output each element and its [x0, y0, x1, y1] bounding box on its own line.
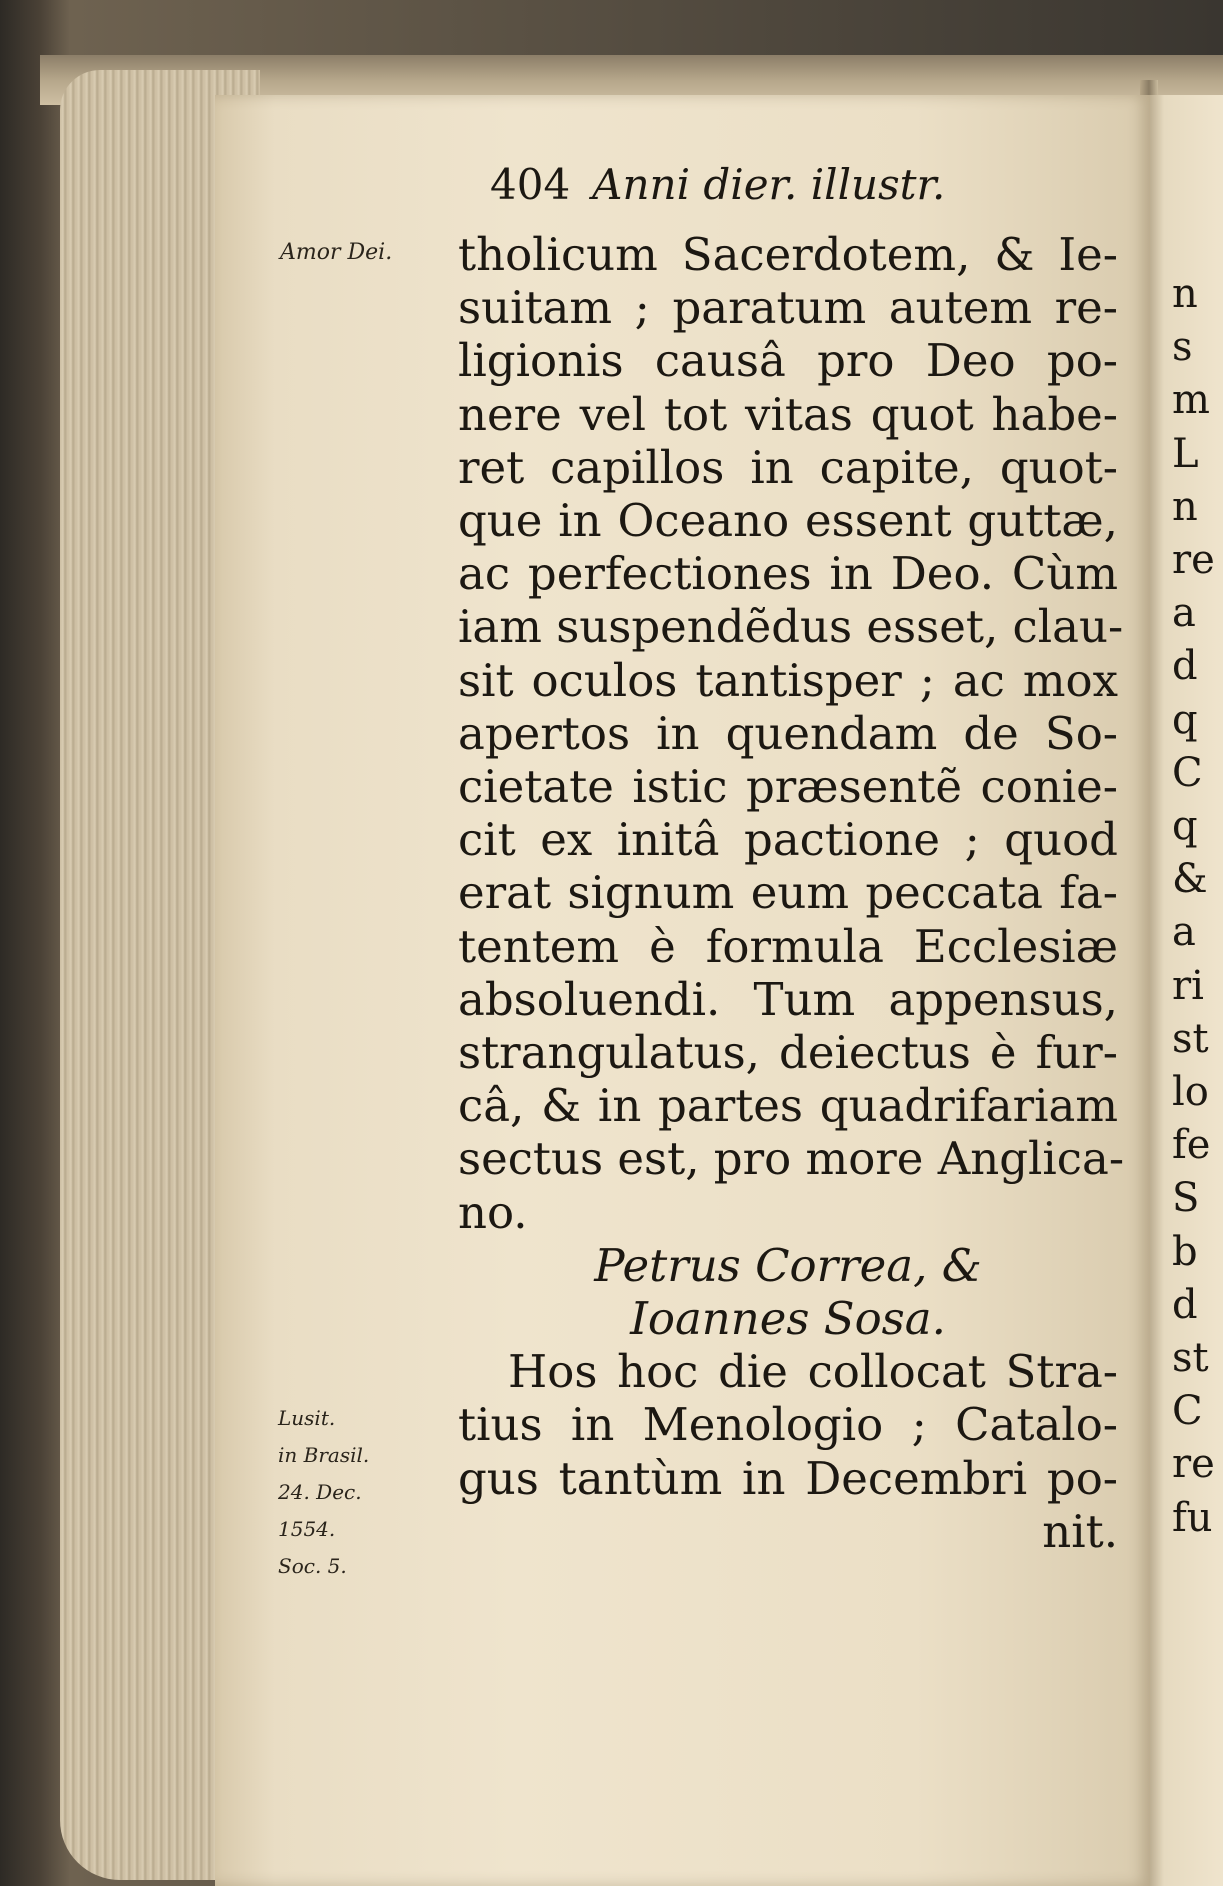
text-line: nere vel tot vitas quot habe- — [458, 387, 1118, 441]
margin-note-line: Soc. 5. — [278, 1554, 347, 1578]
fragment: & — [1172, 856, 1208, 903]
text-line: câ, & in partes quadrifariam — [458, 1079, 1118, 1133]
text-line: cietate istic præsentẽ conie- — [458, 760, 1118, 814]
margin-note-line: 1554. — [278, 1517, 336, 1541]
text-line: tentem è formula Ecclesiæ — [458, 919, 1118, 973]
fragment: L — [1172, 430, 1199, 477]
fragment: re — [1172, 537, 1215, 584]
text-line: tius in Menologio ; Catalo- — [458, 1398, 1118, 1452]
text-line: ac perfectiones in Deo. Cùm — [458, 547, 1118, 601]
text-line: suitam ; paratum autem re- — [458, 281, 1118, 335]
margin-note-line: 24. Dec. — [278, 1480, 362, 1504]
text-line-final: nit. — [1042, 1504, 1118, 1558]
text-line: gus tantùm in Decembri po- — [458, 1451, 1118, 1505]
running-head — [490, 160, 945, 209]
fragment: lo — [1172, 1069, 1209, 1116]
fragment: C — [1172, 1388, 1203, 1435]
text-line: absoluendi. Tum appensus, — [458, 972, 1118, 1026]
text-line: cit ex initâ pactione ; quod — [458, 813, 1118, 867]
text-line: ret capillos in capite, quot- — [458, 440, 1118, 494]
margin-note-amor: Amor Dei. — [280, 240, 393, 265]
fragment: re — [1172, 1441, 1215, 1488]
fragment: q — [1172, 696, 1198, 743]
page-number: 404 — [490, 160, 571, 209]
fragment: s — [1172, 324, 1193, 371]
text-line: iam suspendẽdus esset, clau- — [458, 600, 1124, 654]
facing-page-text-fragments — [1172, 268, 1223, 1545]
text-line: tholicum Sacerdotem, & Ie- — [458, 228, 1118, 281]
fragment: st — [1172, 1015, 1209, 1062]
text-line: sit oculos tantisper ; ac mox — [458, 653, 1118, 707]
section-heading-line-1: Petrus Correa, & — [594, 1238, 982, 1292]
fragment: d — [1172, 643, 1198, 690]
fragment: st — [1172, 1335, 1209, 1382]
margin-note-line: in Brasil. — [278, 1443, 370, 1467]
margin-note-line: Lusit. — [278, 1406, 336, 1430]
text-line: apertos in quendam de So- — [458, 706, 1118, 760]
fragment: n — [1172, 483, 1198, 530]
text-line: sectus est, pro more Anglica- — [458, 1132, 1125, 1186]
fragment: d — [1172, 1281, 1198, 1328]
fragment: fu — [1172, 1494, 1213, 1541]
margin-note-side — [278, 1400, 369, 1585]
fragment: S — [1172, 1175, 1200, 1222]
fragment: C — [1172, 749, 1203, 796]
fragment: a — [1172, 590, 1196, 637]
fragment: fe — [1172, 1122, 1211, 1169]
running-title: Anni dier. illustr. — [592, 160, 946, 209]
body-text — [458, 228, 1125, 1558]
text-line: no. — [458, 1185, 528, 1239]
fragment: n — [1172, 271, 1198, 317]
text-line: Hos hoc die collocat Stra- — [508, 1345, 1118, 1399]
fragment: ri — [1172, 962, 1204, 1009]
text-line: strangulatus, deiectus è fur- — [458, 1026, 1118, 1080]
fragment: q — [1172, 803, 1198, 850]
text-line: ligionis causâ pro Deo po- — [458, 334, 1118, 388]
fragment: b — [1172, 1228, 1198, 1275]
section-heading-line-2: Ioannes Sosa. — [630, 1292, 946, 1346]
text-line: que in Oceano essent guttæ, — [458, 494, 1118, 548]
fragment: a — [1172, 909, 1196, 956]
fragment: m — [1172, 377, 1210, 424]
text-line: erat signum eum peccata fa- — [458, 866, 1118, 920]
